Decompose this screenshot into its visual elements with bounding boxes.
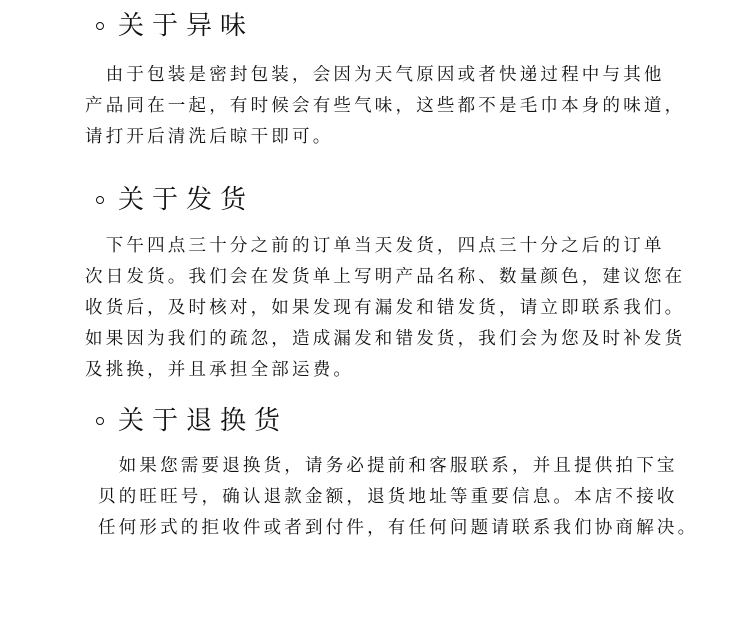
paragraph-line: 如果您需要退换货，请务必提前和客服联系，并且提供拍下宝 xyxy=(98,456,678,476)
paragraph-line: 次日发货。我们会在发货单上写明产品名称、数量颜色，建议您在 xyxy=(85,267,686,287)
heading-title: 关于异味 xyxy=(118,11,255,41)
paragraph-line: 由于包装是密封包装，会因为天气原因或者快递过程中与其他 xyxy=(85,65,665,85)
section-heading-odor xyxy=(96,8,254,44)
circle-bullet-icon xyxy=(96,22,104,30)
circle-bullet-icon xyxy=(96,417,104,425)
heading-title: 关于发货 xyxy=(118,185,255,215)
heading-title: 关于退换货 xyxy=(118,406,289,436)
paragraph-line: 如果因为我们的疏忽，造成漏发和错发货，我们会为您及时补发货 xyxy=(85,329,686,349)
paragraph-line: 下午四点三十分之前的订单当天发货，四点三十分之后的订单 xyxy=(85,236,665,256)
section-paragraph xyxy=(98,451,698,544)
paragraph-line: 收货后，及时核对，如果发现有漏发和错发货，请立即联系我们。 xyxy=(85,298,686,318)
paragraph-line: 请打开后清洗后晾干即可。 xyxy=(85,127,334,147)
paragraph-line: 产品同在一起，有时候会有些气味，这些都不是毛巾本身的味道， xyxy=(85,96,686,116)
paragraph-line: 及挑换，并且承担全部运费。 xyxy=(85,360,355,380)
paragraph-line: 任何形式的拒收件或者到付件，有任何问题请联系我们协商解决。 xyxy=(98,518,699,538)
circle-bullet-icon xyxy=(96,196,104,204)
section-heading-returns xyxy=(96,403,288,439)
section-paragraph xyxy=(85,60,685,153)
section-paragraph xyxy=(85,231,685,386)
section-heading-shipping xyxy=(96,182,254,218)
paragraph-line: 贝的旺旺号，确认退款金额，退货地址等重要信息。本店不接收 xyxy=(98,487,678,507)
